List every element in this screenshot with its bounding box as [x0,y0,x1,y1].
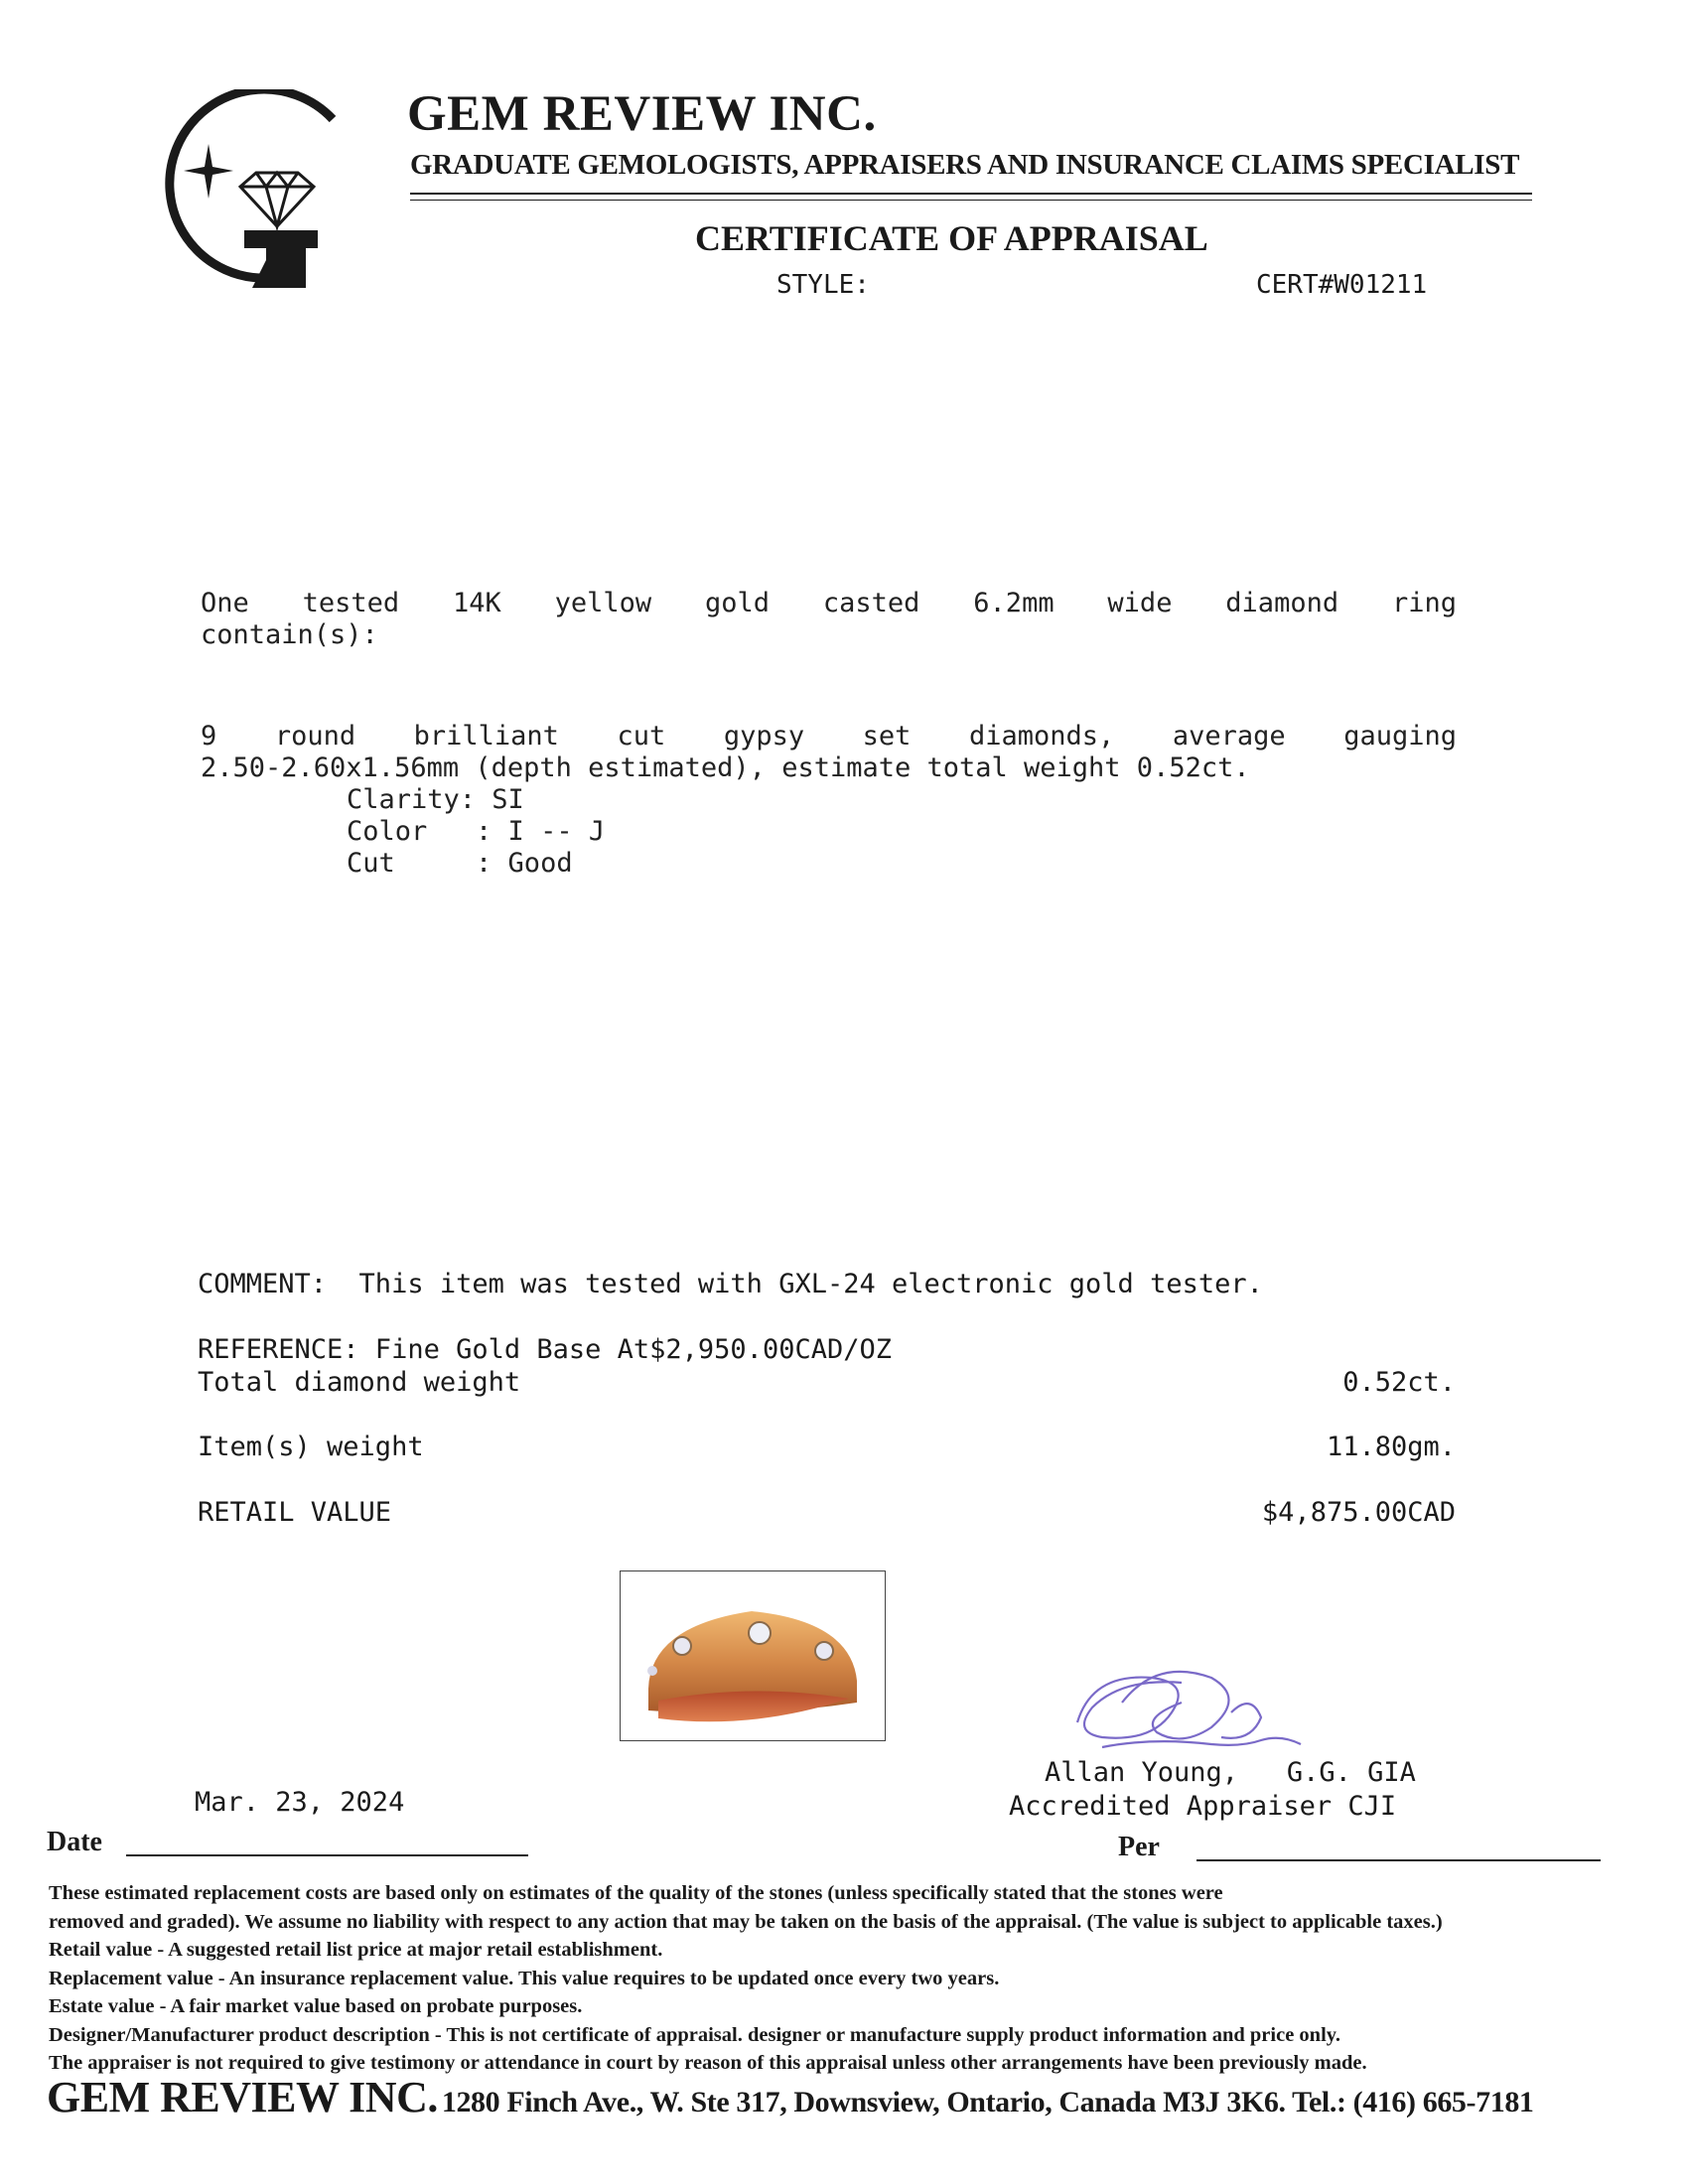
description-word: gold [705,588,771,618]
appraiser-signature [1062,1653,1321,1762]
stones-word: 9 [201,721,217,751]
comment-text: COMMENT: This item was tested with GXL-24 electronic gold tester. [198,1269,1263,1299]
retail-value-amount: $4,875.00CAD [1261,1497,1456,1528]
date-signature-line [126,1854,528,1856]
disclaimer-line: removed and graded). We assume no liability with respect to any action that may be taken on the basis of the appraisal. (The value is subject to applicable taxes.) [49,1910,1443,1933]
cut-grade: Cut : Good [347,848,573,879]
description-line [201,588,1457,619]
appraiser-title: Accredited Appraiser CJI [1009,1791,1397,1822]
disclaimer-line: Designer/Manufacturer product description - This is not certificate of appraisal. designer or manufacture supply product information and price only. [49,2023,1341,2046]
stones-word: gauging [1343,721,1457,751]
stones-word: round [274,721,356,751]
stone-description-line [201,721,1457,752]
stone-description-line: 2.50-2.60x1.56mm (depth estimated), estimate total weight 0.52ct. [201,752,1250,783]
stones-word: average [1172,721,1286,751]
footer-address: 1280 Finch Ave., W. Ste 317, Downsview, Ontario, Canada M3J 3K6. Tel.: (416) 665-7181 [441,2086,1534,2118]
color-grade: Color : I -- J [347,816,606,847]
ring-photo [620,1570,886,1741]
diamond-weight-row [198,1367,1456,1398]
disclaimer-line: Estate value - A fair market value based on probate purposes. [49,1995,583,2017]
certificate-number: CERT#W01211 [1256,270,1428,300]
company-tagline: GRADUATE GEMOLOGISTS, APPRAISERS AND INSURANCE CLAIMS SPECIALIST [410,149,1520,181]
stones-word: cut [617,721,666,751]
item-weight-value: 11.80gm. [1326,1432,1456,1462]
stones-word: set [862,721,912,751]
description-word: yellow [554,588,652,618]
disclaimer-line: These estimated replacement costs are based only on estimates of the quality of the stones (unless specifically stated that the stones were [49,1882,1223,1904]
stones-word: gypsy [723,721,805,751]
clarity-grade: Clarity: SI [347,784,524,815]
date-label: Date [47,1827,102,1857]
diamond-weight-value: 0.52ct. [1342,1367,1456,1398]
item-weight-label: Item(s) weight [198,1432,424,1462]
ring-image [621,1571,884,1739]
style-label: STYLE: [776,270,870,300]
certificate-date: Mar. 23, 2024 [195,1787,405,1818]
disclaimer-line: Retail value - A suggested retail list price at major retail establishment. [49,1939,663,1961]
company-logo-icon [149,89,348,293]
description-word: One [201,588,249,618]
disclaimer [49,1879,1657,2078]
footer [47,2072,1534,2122]
diamond-weight-label: Total diamond weight [198,1367,521,1398]
stones-word: diamonds, [968,721,1115,751]
description-word: diamond [1225,588,1339,618]
description-line: contain(s): [201,619,378,650]
retail-value-row [198,1497,1456,1528]
description-word: casted [822,588,920,618]
per-label: Per [1118,1832,1160,1862]
stone-description [201,721,1457,880]
stones-word: brilliant [413,721,559,751]
description-word: 14K [453,588,501,618]
item-weight-row [198,1432,1456,1462]
appraiser-name: Allan Young, G.G. GIA [1045,1757,1416,1788]
description-word: 6.2mm [973,588,1055,618]
disclaimer-line: Replacement value - An insurance replacement value. This value requires to be updated once every two years. [49,1967,1000,1989]
description-word: wide [1107,588,1173,618]
disclaimer-line: The appraiser is not required to give testimony or attendance in court by reason of this appraisal unless other arrangements have been previously made. [49,2052,1367,2074]
item-description [201,588,1457,651]
description-word: ring [1391,588,1457,618]
per-signature-line [1196,1859,1601,1861]
document-title: CERTIFICATE OF APPRAISAL [695,218,1208,258]
header-divider-thin [410,200,1532,201]
description-word: tested [302,588,400,618]
retail-value-label: RETAIL VALUE [198,1497,392,1528]
footer-company-name: GEM REVIEW INC. [47,2073,438,2121]
company-name: GEM REVIEW INC. [407,86,877,142]
reference-text: REFERENCE: Fine Gold Base At$2,950.00CAD/OZ [198,1334,892,1365]
header-divider [410,193,1532,195]
